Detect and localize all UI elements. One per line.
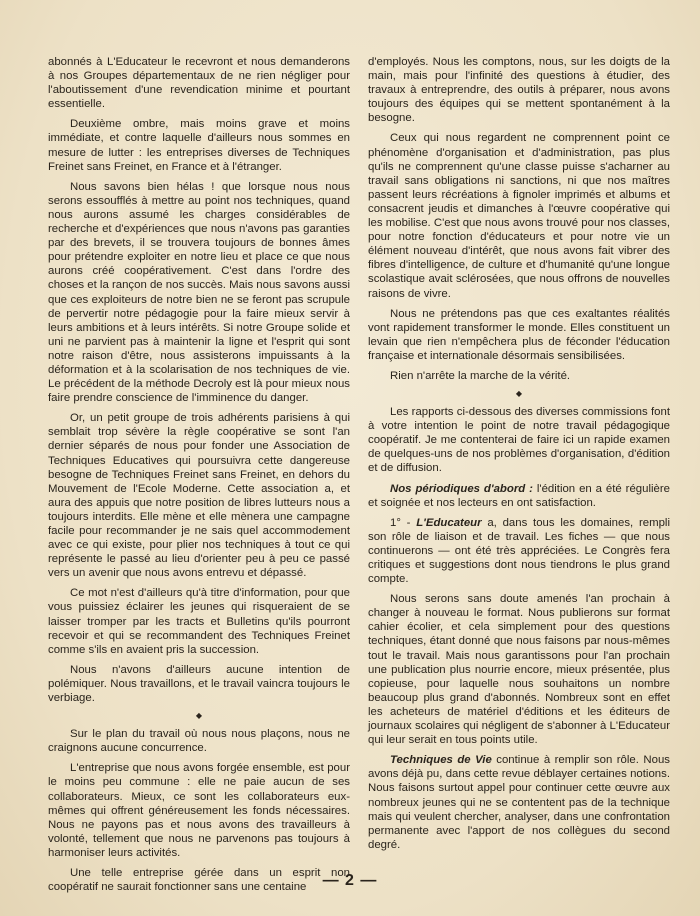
publication-title: L'Educateur <box>416 516 482 529</box>
paragraph: L'entreprise que nous avons forgée ensemble, est pour le moins peu commune : elle ne paie aucun de ses collaborateurs. Mieux, ce sont les collaborateurs eux-mêmes qui offrent généreusement les fonds nécessaires. Nous ne payons pas et nous avons des travailleurs à volonté, tellement que nous ne parvenons pas toujours à harmoniser leurs activités. <box>48 762 350 859</box>
paragraph: Ceux qui nous regardent ne comprennent point ce phénomène d'organisation et d'administration, pas plus qu'ils ne comprennent qu'une classe puisse s'acharner au travail sans obligations ni sanctions, ni que nos maîtres passent leurs récréations à fignoler imprimés et albums et consacrent jeudis et dimanches à l'œuvre coopérative qui les mobilise. C'est que nous avons trouvé pour nos classes, pour notre fonction d'éducateurs et pour notre vie un élément nouveau d'intérêt, que nous avons fait vibrer des fibres d'intelligence, de culture et d'humanité qu'une longue scolastique avait sclérosées, que nous offrons de nouvelles raisons de vivre. <box>368 132 670 300</box>
paragraph: Nous savons bien hélas ! que lorsque nous nous serons essoufflés à mettre au point nos techniques, quand nous aurons assumé les charges considérables de recherche et d'expériences que nous n'avons pas garanties par des brevets, il se trouvera toujours de bonnes âmes pour prétendre exploiter en notre lieu et place ce que nous aurons créé coopérativement. C'est dans l'ordre des choses et la rançon de nos succès. Mais nous savons aussi que ces exploiteurs de notre bien ne se feront pas scrupule de pervertir notre pédagogie pour la faire mieux servir à leurs ambitions et à leurs intérêts. Si notre Groupe solide et uni ne parvient pas à maintenir la ligne et l'esprit qui sont notre raison d'être, nous assisterons impuissants à la déformation et à la scolarisation de nos techniques de vie. Le précédent de la méthode Decroly est là pour mieux nous faire prendre conscience de l'imminence du danger. <box>48 180 351 405</box>
paragraph: Or, un petit groupe de trois adhérents parisiens à qui semblait trop sévère la règle coopérative se sont l'an dernier séparés de nous pour fonder une Association de Techniques Educatives qui poursuivra cette dangereuse besogne de Techniques Freinet sans Freinet, en dehors du Mouvement de l'Ecole Moderne. Cette association a, et aura des appuis que notre position de libres lutteurs nous a toujours interdits. Elle mène et elle mènera une campagne facile pour recommander je ne sais quel accommodement avec ce qui existe, pour plier nos techniques à tout ce qui représente le passé au lieu d'orienter peu à peu ce passé vers un avenir que nous avons entrevu et dépassé. <box>48 412 350 580</box>
paragraph: abonnés à L'Educateur le recevront et nous demanderons à nos Groupes départementaux de ne rien négliger pour l'aboutissement d'une revendication minime et pourtant essentielle. <box>48 56 350 111</box>
publication-title: Techniques de Vie <box>390 754 492 767</box>
section-separator-icon: ◆ <box>515 389 523 399</box>
paragraph-text: a, dans tous les domaines, rempli son rôle de liaison et de travail. Les fiches — que nous continuerons — ont été très appréciées. Le Congrès fera critiques et suggestions dont nous tiendrons le plus grand compte. <box>368 516 670 586</box>
paragraph <box>368 753 670 852</box>
paragraph: Deuxième ombre, mais moins grave et moins immédiate, et contre laquelle d'ailleurs nous sommes en mesure de lutter : les entreprises diverses de Techniques Freinet sans Freinet, en France et à l'étranger. <box>48 118 350 173</box>
section-separator-icon: ◆ <box>195 711 203 721</box>
paragraph: Rien n'arrête la marche de la vérité. <box>390 369 571 382</box>
paragraph <box>368 482 670 510</box>
page-number: — 2 — <box>322 872 378 889</box>
paragraph: Nous n'avons d'ailleurs aucune intention de polémiquer. Nous travaillons, et le travail vaincra toujours le verbiage. <box>48 663 350 705</box>
paragraph <box>368 516 670 586</box>
list-number: 1° - <box>390 516 417 529</box>
paragraph: Sur le plan du travail où nous nous plaçons, nous ne craignons aucune concurrence. <box>48 728 350 755</box>
left-column <box>48 55 350 900</box>
paragraph: Les rapports ci-dessous des diverses commissions font à votre intention le point de notre travail pédagogique coopératif. Je me contenterai de faire ici un rapide examen de quelques-uns de nos problèmes d'organisation, d'édition et de diffusion. <box>368 406 670 475</box>
paragraph: Nous ne prétendons pas que ces exaltantes réalités vont rapidement transformer le monde. Elles constituent un levain que rien n'empêchera plus de féconder l'éducation française et internationale désormais sensibilisées. <box>368 307 670 362</box>
paragraph: Nous serons sans doute amenés l'an prochain à changer à nouveau le format. Nous publierons sur format cahier écolier, et cela simplement pour des questions techniques, étant donné que nous faisons par nous-mêmes tout le travail. Mais nous garantissons pour l'an prochain une publication plus nourrie encore, mieux présentée, plus copieuse, pour laquelle nous souhaitons un nombre beaucoup plus grand d'abonnés. Nombreux sont en effet les acheteurs de matériel d'éditions et les éditeurs de journaux scolaires qui négligent de s'abonner à L'Educateur qui leur serait en tous points utile. <box>368 593 670 747</box>
paragraph-text: l'édition en a été régulière et soignée et nos lecteurs en ont satisfaction. <box>368 482 670 509</box>
paragraph: d'employés. Nous les comptons, nous, sur les doigts de la main, mais pour l'infinité des questions à étudier, des travaux à entreprendre, des outils à préparer, nous avons toujours des équipes qui se mettent spontanément à la besogne. <box>368 56 670 125</box>
right-column <box>368 55 670 858</box>
paragraph: Une telle entreprise gérée dans un esprit non coopératif ne saurait fonctionner sans une centaine <box>48 866 350 894</box>
paragraph: Ce mot n'est d'ailleurs qu'à titre d'information, pour que vous puissiez éclairer les jeunes qui risqueraient de se laisser tromper par les tracts et Bulletins qu'ils pourront recevoir et qui se recommandent des Techniques Freinet comme s'ils en avaient pris la succession. <box>48 587 350 656</box>
section-heading: Nos périodiques d'abord : <box>390 482 533 495</box>
paragraph-text: continue à remplir son rôle. Nous avons déjà pu, dans cette revue déblayer certaines notions. Nous faisons surtout appel pour continuer cette œuvre aux nombreux jeunes qui ne se contentent pas de la technique mais qui veulent chercher, analyser, dans une confrontation permanente avec l'apport de nos collègues du second degré. <box>368 754 670 851</box>
